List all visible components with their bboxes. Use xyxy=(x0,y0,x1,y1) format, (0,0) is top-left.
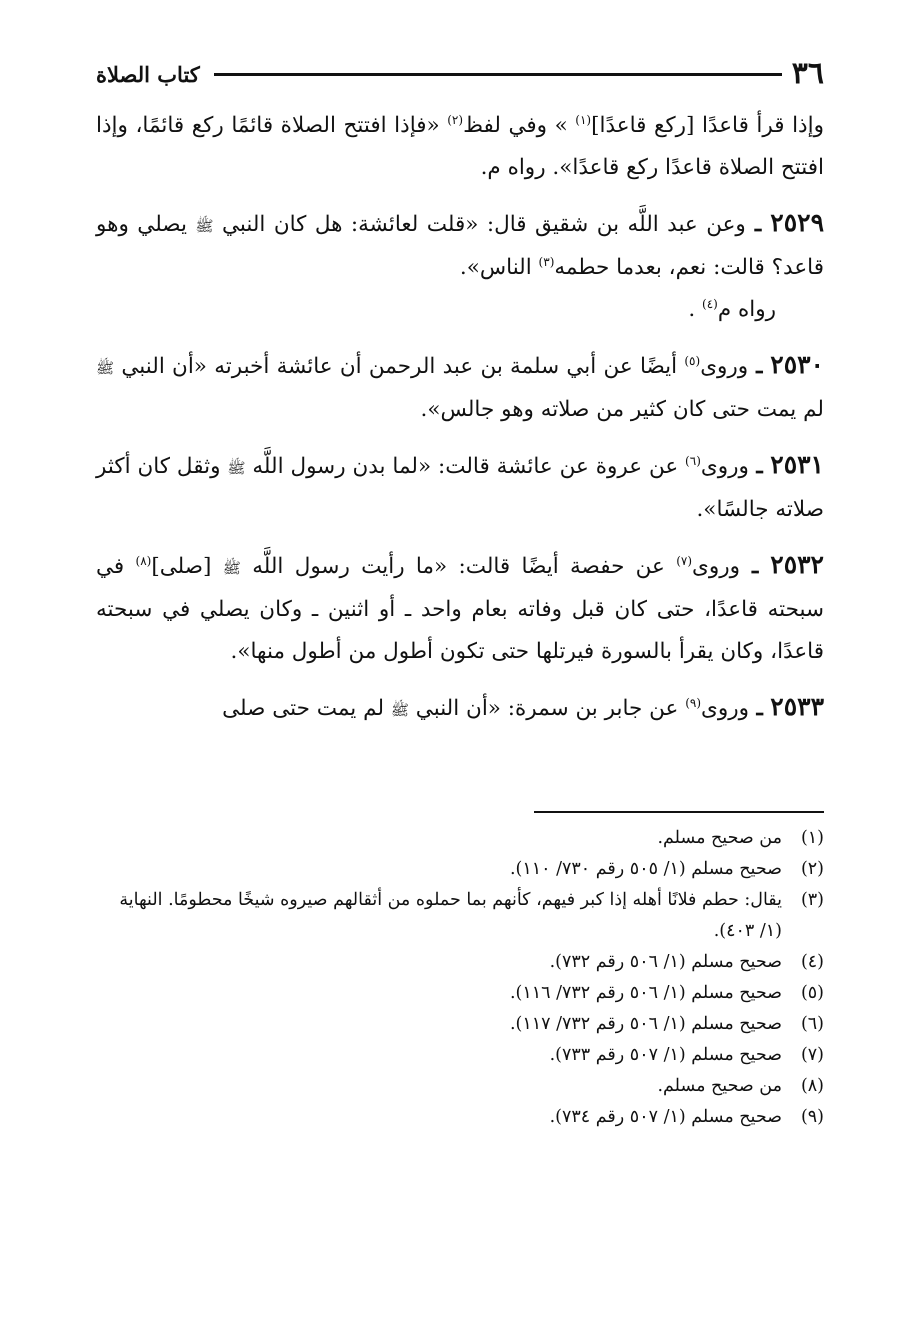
footnote-label: (٥) xyxy=(800,983,824,1003)
footnote xyxy=(96,1071,824,1102)
footnote xyxy=(96,885,824,947)
text: وروى xyxy=(700,354,749,379)
dash: ـ xyxy=(748,454,771,479)
page-number: ٣٦ xyxy=(791,56,824,91)
footnote-text: صحيح مسلم (١/ ٥٠٧ رقم ٧٣٤). xyxy=(549,1107,782,1127)
text: . xyxy=(688,297,703,322)
hadith-2530 xyxy=(96,344,824,431)
salawat-glyph: ﷺ xyxy=(222,559,241,577)
hadith-2532 xyxy=(96,544,824,673)
dash: ـ xyxy=(748,354,771,379)
text: عن عروة عن عائشة قالت: «لما بدن رسول اللَّه xyxy=(245,454,686,479)
footnote-label: (٩) xyxy=(800,1107,824,1127)
text: لم يمت حتى كان كثير من صلاته وهو جالس». xyxy=(420,397,824,422)
body-text xyxy=(96,105,824,744)
footnote-label: (٧) xyxy=(800,1045,824,1065)
footnote-ref: (٥) xyxy=(684,353,701,368)
footnote-ref: (٧) xyxy=(676,553,693,568)
text: عن جابر بن سمرة: «أن النبي xyxy=(408,696,686,721)
footnote xyxy=(96,947,824,978)
paragraph-continuation xyxy=(96,105,824,189)
footnote-label: (٤) xyxy=(800,952,824,972)
salawat-glyph: ﷺ xyxy=(195,217,214,235)
footnote xyxy=(96,1040,824,1071)
salawat-glyph: ﷺ xyxy=(96,359,115,377)
footnote-text: من صحيح مسلم. xyxy=(657,828,782,848)
footnote-text: صحيح مسلم (١/ ٥٠٥ رقم ٧٣٠/ ١١٠). xyxy=(509,859,782,879)
hadith-number: ٢٥٢٩ xyxy=(770,208,824,237)
hadith-2533 xyxy=(96,686,824,731)
text: وروى xyxy=(700,454,749,479)
footnote-separator xyxy=(534,811,824,813)
footnote-label: (٦) xyxy=(800,1014,824,1034)
footnote xyxy=(96,854,824,885)
text: رواه م xyxy=(717,297,776,322)
footnote xyxy=(96,1102,824,1133)
footnote-ref: (٨) xyxy=(135,553,152,568)
footnote-text: يقال: حطم فلانًا أهله إذا كبر فيهم، كأنهم بما حملوه من أثقالهم صيروه شيخًا محطومًا. النهاية (١/ ٤٠٣). xyxy=(119,890,782,941)
hadith-number: ٢٥٣١ xyxy=(770,450,824,479)
page-header xyxy=(96,55,824,93)
salawat-glyph: ﷺ xyxy=(227,459,246,477)
footnote-label: (٨) xyxy=(800,1076,824,1096)
footnote-label: (٣) xyxy=(800,890,824,910)
footnote-ref: (٦) xyxy=(685,453,701,468)
dash: ـ xyxy=(740,554,771,579)
text: وإذا قرأ قاعدًا [ركع قاعدًا] xyxy=(591,113,824,138)
footnote xyxy=(96,1009,824,1040)
dash: ـ xyxy=(745,212,771,237)
footnote-ref: (١) xyxy=(575,112,592,127)
footnote-text: من صحيح مسلم. xyxy=(657,1076,782,1096)
text: لم يمت حتى صلى xyxy=(222,696,391,721)
footnotes xyxy=(96,823,824,1133)
footnote-text: صحيح مسلم (١/ ٥٠٦ رقم ٧٣٢/ ١١٦). xyxy=(509,983,782,1003)
hadith-2531 xyxy=(96,444,824,531)
dash: ـ xyxy=(749,696,771,721)
text: يصلي وهو قاعد؟ قالت: نعم، بعدما حطمه xyxy=(96,212,824,280)
hadith-2529 xyxy=(96,202,824,289)
footnote-text: صحيح مسلم (١/ ٥٠٦ رقم ٧٣٢). xyxy=(549,952,782,972)
footnote-text: صحيح مسلم (١/ ٥٠٧ رقم ٧٣٣). xyxy=(549,1045,782,1065)
footnote-ref: (٩) xyxy=(685,695,702,710)
footnote xyxy=(96,823,824,854)
hadith-number: ٢٥٣٣ xyxy=(770,692,824,721)
hadith-number: ٢٥٣٠ xyxy=(770,350,824,379)
text: وثقل كان أكثر صلاته جالسًا». xyxy=(96,454,824,522)
footnote-ref: (٤) xyxy=(702,296,718,311)
book-page xyxy=(96,55,824,1285)
text: وعن عبد اللَّه بن شقيق قال: «قلت لعائشة: هل كان النبي xyxy=(213,212,746,237)
text: وروى xyxy=(701,696,749,721)
running-title: كتاب الصلاة xyxy=(96,61,200,87)
footnote xyxy=(96,978,824,1009)
text: الناس». xyxy=(459,255,539,280)
text: » وفي لفظ xyxy=(463,113,576,138)
text: وروى xyxy=(692,554,741,579)
text: أيضًا عن أبي سلمة بن عبد الرحمن أن عائشة أخبرته «أن النبي xyxy=(114,354,685,379)
salawat-glyph: ﷺ xyxy=(390,701,409,719)
footnote-text: صحيح مسلم (١/ ٥٠٦ رقم ٧٣٢/ ١١٧). xyxy=(509,1014,782,1034)
footnote-label: (٢) xyxy=(800,859,824,879)
text: في سبحته قاعدًا، حتى كان قبل وفاته بعام واحد ـ أو اثنين ـ وكان يصلي في سبحته قاعدًا، وكان يقرأ بالسورة فيرتلها حتى تكون أطول من أطول منها». xyxy=(96,554,824,664)
text: «فإذا افتتح الصلاة قائمًا ركع قائمًا، وإذا افتتح الصلاة قاعدًا ركع قاعدًا». رواه م. xyxy=(96,113,824,180)
header-rule xyxy=(214,73,782,76)
footnote-ref: (٢) xyxy=(447,112,464,127)
footnote-label: (١) xyxy=(800,828,824,848)
footnote-ref: (٣) xyxy=(538,254,555,269)
text: [صلى] xyxy=(151,554,223,579)
hadith-2529-source xyxy=(96,289,824,331)
text: عن حفصة أيضًا قالت: «ما رأيت رسول اللَّه xyxy=(240,554,677,579)
hadith-number: ٢٥٣٢ xyxy=(770,550,824,579)
